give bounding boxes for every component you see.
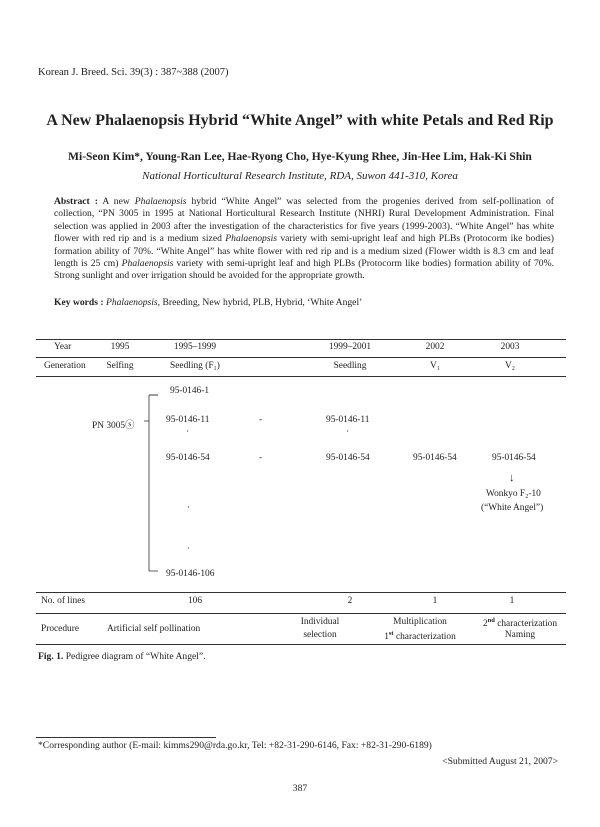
- procedure-3-line2: 1st characterization: [384, 630, 456, 643]
- line-95-0146-54-selected: 95-0146-54: [326, 453, 370, 463]
- no-of-lines-2: 2: [347, 596, 353, 606]
- keywords-rest: , Breeding, New hybrid, PLB, Hybrid, ‘White Angel’: [157, 297, 363, 308]
- line-95-0146-106: 95-0146-106: [166, 569, 215, 579]
- abstract-text-3: variety with semi-upright leaf and high PLBs (Protocorm ike bodies) formation ability of 70%. “White Angel” has white flower with red rip and is a medium sized (Flower width is 8.3 cm and leaf length is 25 cm): [54, 233, 554, 270]
- table-top-rule: [36, 339, 566, 340]
- ellipsis-dot: ·: [187, 543, 190, 553]
- line-95-0146-11: 95-0146-11: [166, 415, 210, 425]
- keywords-label: Key words :: [54, 297, 104, 308]
- table-rule-5: [36, 613, 566, 614]
- journal-header: Korean J. Breed. Sci. 39(3) : 387~388 (2007): [38, 67, 229, 78]
- corresponding-author-footnote: *Corresponding author (E-mail: kimms290@rda.go.kr, Tel: +82-31-290-6146, Fax: +82-31-290-6189): [38, 740, 432, 751]
- generation-3: Seedling: [333, 361, 367, 371]
- affiliation: National Horticultural Research Institute, RDA, Suwon 441-310, Korea: [142, 170, 458, 182]
- no-of-lines-3: 1: [432, 596, 438, 606]
- abstract-label: Abstract :: [54, 196, 98, 207]
- abstract-text-4: variety with semi-upright leaf and high PLBs (Protocorm like bodies) formation ability of 70%. Strong sunlight and over irrigation should be avoided for the appropriate growth.: [54, 258, 554, 282]
- year-1: 1995: [110, 342, 130, 352]
- procedure-4-line2: Naming: [504, 630, 536, 640]
- year-2: 1995–1999: [173, 342, 217, 352]
- final-selection-name: (“White Angel”): [481, 503, 544, 513]
- figure-label: Fig. 1.: [38, 651, 64, 662]
- generation-2: Seedling (F₁): [170, 361, 220, 371]
- year-4: 2002: [425, 342, 445, 352]
- abstract-genus-2: Phalaenopsis: [225, 233, 277, 245]
- line-95-0146-11-selected: 95-0146-11: [326, 415, 370, 425]
- ellipsis-dot: ·: [346, 426, 349, 436]
- generation-label: Generation: [44, 361, 86, 371]
- abstract: [54, 196, 554, 283]
- procedure-4-line1: 2nd characterization: [482, 617, 558, 630]
- line-95-0146-54: 95-0146-54: [166, 453, 210, 463]
- no-of-lines-1: 106: [187, 596, 203, 606]
- generation-5: V₂: [504, 361, 516, 371]
- year-label: Year: [54, 342, 72, 352]
- no-of-lines-label: No. of lines: [41, 596, 86, 606]
- keywords: [54, 297, 554, 308]
- ellipsis-dot: ·: [186, 426, 189, 436]
- dash-2: -: [259, 453, 263, 463]
- procedure-3-line1: Multiplication: [393, 617, 447, 627]
- table-bottom-rule: [36, 644, 566, 645]
- line-95-0146-1: 95-0146-1: [170, 386, 210, 396]
- page-number: 387: [292, 783, 308, 794]
- procedure-2-line2: selection: [303, 630, 337, 640]
- figure-caption: Fig. 1. Pedigree diagram of “White Angel”.: [38, 651, 206, 662]
- down-arrow-icon: ↓: [509, 472, 515, 484]
- table-rule-3: [36, 376, 566, 377]
- paper-title: A New Phalaenopsis Hybrid “White Angel” with white Petals and Red Rip: [46, 112, 554, 129]
- abstract-genus-3: Phalaenopsis: [121, 258, 174, 270]
- abstract-text-2: hybrid “White Angel” was selected from the progenies derived from self-pollination of collection, “PN 3005 in 1995 at National Horticultural Research Institute (NHRI) Rural Development Administration. Final selection was applied in 2003 after the investigation of the characteristics for five years (1999-2003). “White Angel” has white flower with red rip and is a medium sized: [54, 196, 554, 245]
- footnote-rule: [36, 737, 216, 738]
- line-95-0146-54-2002: 95-0146-54: [413, 453, 457, 463]
- generation-4: V₁: [429, 361, 441, 371]
- generation-1: Selfing: [106, 361, 134, 371]
- table-rule-4: [36, 592, 566, 593]
- abstract-text-1: A new: [97, 196, 135, 207]
- ellipsis-dot: ·: [187, 502, 190, 512]
- no-of-lines-4: 1: [509, 596, 515, 606]
- author-list: Mi-Seon Kim*, Young-Ran Lee, Hae-Ryong Cho, Hye-Kyung Rhee, Jin-Hee Lim, Hak-Ki Shin: [68, 151, 532, 163]
- year-3: 1999–2001: [328, 342, 372, 352]
- dash-1: -: [259, 415, 263, 425]
- final-selection: Wonkyo F₂-10: [486, 489, 541, 499]
- procedure-2-line1: Individual: [300, 617, 340, 627]
- keyword-genus: Phalaenopsis: [105, 297, 158, 308]
- procedure-1: Artificial self pollination: [107, 624, 201, 634]
- table-rule-2: [36, 357, 566, 358]
- abstract-genus-1: Phalaenopsis: [134, 196, 187, 207]
- submission-date: <Submitted August 21, 2007>: [442, 756, 558, 767]
- procedure-label: Procedure: [41, 624, 80, 634]
- line-95-0146-54-2003: 95-0146-54: [492, 453, 536, 463]
- year-5: 2003: [500, 342, 520, 352]
- parent-line: PN 3005ⓢ: [92, 421, 135, 431]
